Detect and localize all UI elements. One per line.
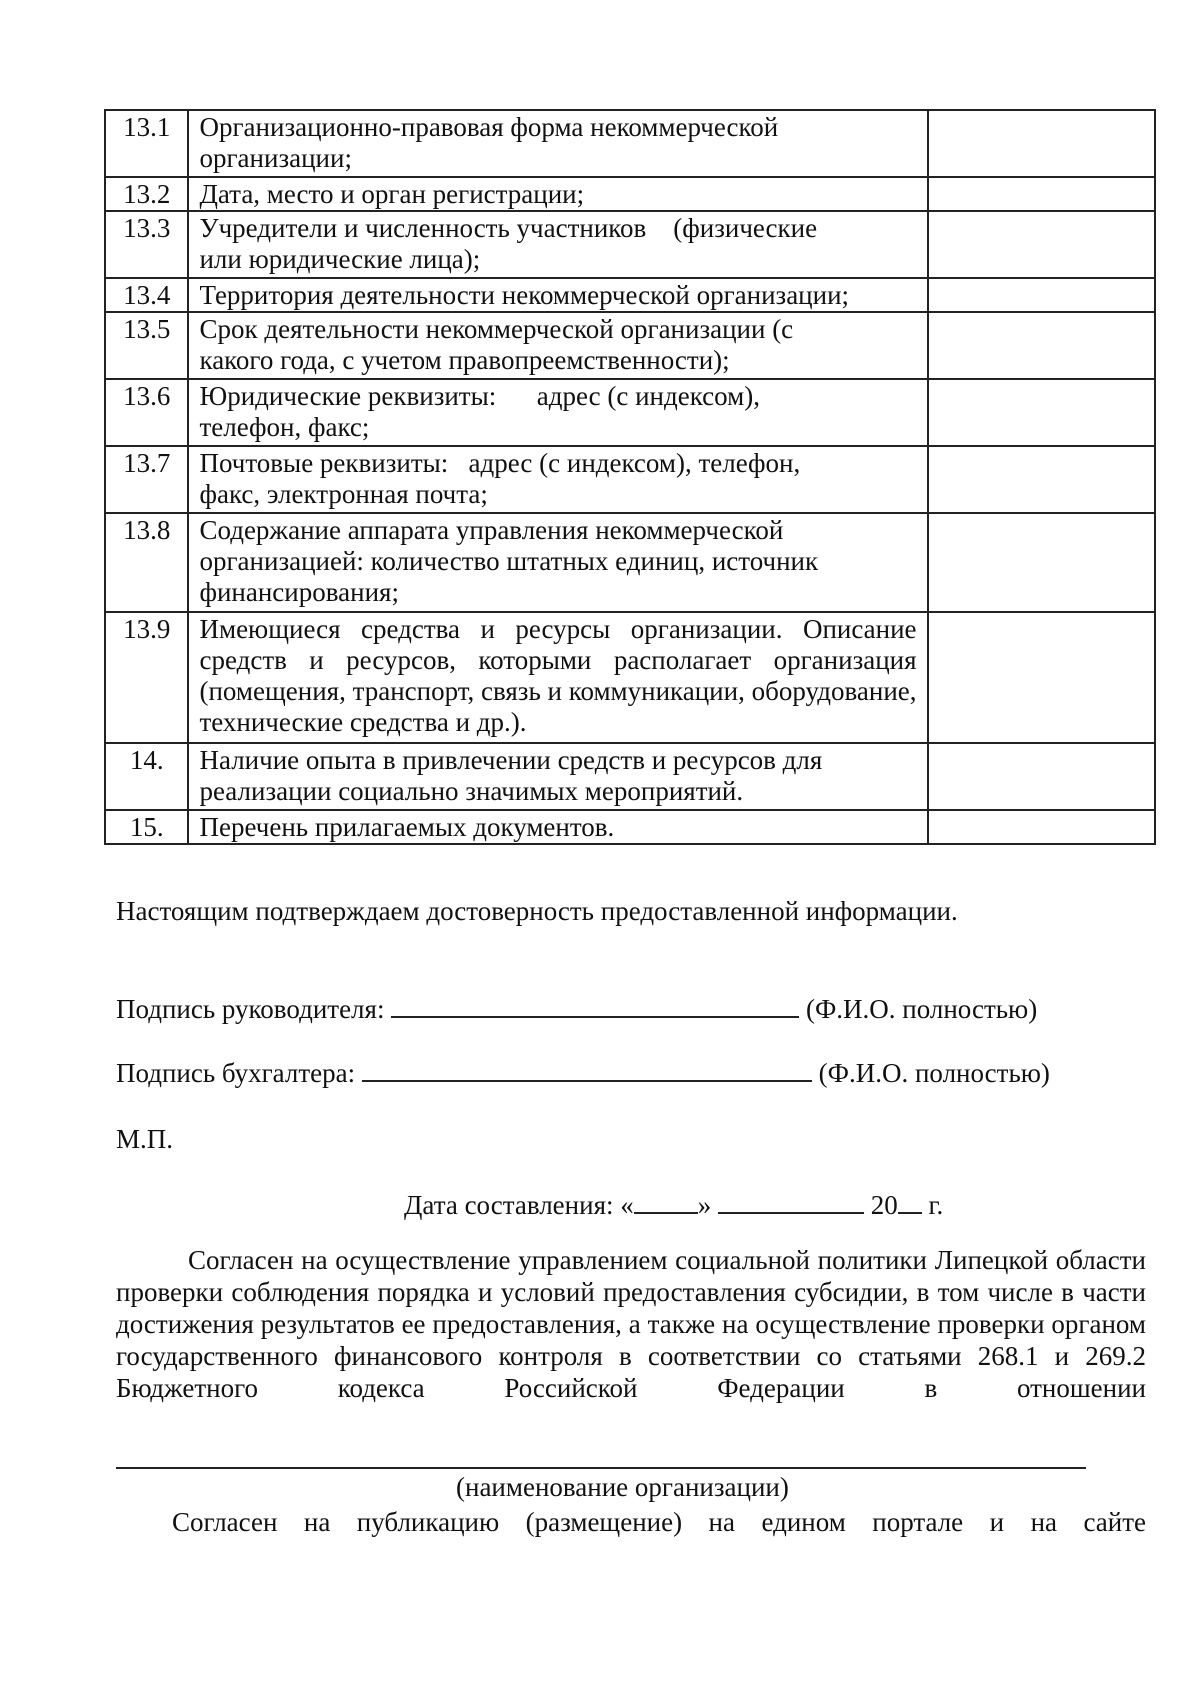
table-row (105, 312, 1155, 379)
table-row (105, 513, 1155, 612)
row-answer-cell[interactable] (928, 743, 1155, 810)
row-answer-cell[interactable] (928, 177, 1155, 211)
date-line (404, 1186, 943, 1221)
description-line: реализации социально значимых мероприятий. (199, 776, 744, 806)
row-number: 14. (105, 743, 188, 810)
table-row (105, 177, 1155, 211)
description-line: Почтовые реквизиты: адрес (с индексом), телефон, (199, 448, 801, 478)
description-line: Срок деятельности некоммерческой организации (с (199, 314, 794, 344)
description-line: или юридические лица); (199, 244, 481, 274)
description-line: Наличие опыта в привлечении средств и ресурсов для (199, 745, 823, 775)
row-description (188, 446, 927, 513)
row-answer-cell[interactable] (928, 513, 1155, 612)
row-number: 13.3 (105, 211, 188, 278)
row-answer-cell[interactable] (928, 379, 1155, 446)
row-number: 13.8 (105, 513, 188, 612)
date-label: Дата составления: « (404, 1190, 634, 1220)
application-table (104, 109, 1156, 845)
row-description (188, 743, 927, 810)
publication-text: Согласен на публикацию (размещение) на едином портале и на сайте (172, 1507, 1146, 1537)
accountant-signature-label: Подпись бухгалтера: (116, 1058, 356, 1088)
row-number: 13.6 (105, 379, 188, 446)
description-line: Перечень прилагаемых документов. (199, 812, 615, 842)
row-number: 13.5 (105, 312, 188, 379)
row-number: 13.9 (105, 612, 188, 743)
table-body (105, 110, 1155, 844)
row-answer-cell[interactable] (928, 446, 1155, 513)
row-answer-cell[interactable] (928, 211, 1155, 278)
row-number: 13.1 (105, 110, 188, 177)
row-description (188, 810, 927, 844)
description-line: Дата, место и орган регистрации; (199, 179, 585, 209)
consent-paragraph (116, 1244, 1146, 1404)
organization-name-blank[interactable] (116, 1467, 1086, 1469)
date-year-prefix: 20 (870, 1190, 898, 1220)
description-line: Юридические реквизиты: адрес (с индексом), (199, 381, 760, 411)
row-number: 13.2 (105, 177, 188, 211)
table-row (105, 810, 1155, 844)
row-description (188, 513, 927, 612)
date-year-blank[interactable] (898, 1186, 922, 1214)
description-text: Имеющиеся средства и ресурсы организации. Описание средств и ресурсов, которыми располагает организация (помещения, транспорт, связь и коммуникации, оборудование, технические средства и др.). (199, 614, 917, 737)
confirmation-statement: Настоящим подтверждаем достоверность предоставленной информации. (116, 896, 958, 926)
accountant-signature-blank[interactable] (362, 1054, 812, 1082)
row-answer-cell[interactable] (928, 810, 1155, 844)
description-line: факс, электронная почта; (199, 479, 488, 509)
head-signature-label: Подпись руководителя: (116, 994, 385, 1024)
description-line: организацией: количество штатных единиц, источник (199, 546, 819, 576)
row-description (188, 278, 927, 312)
consent-text: Согласен на осуществление управлением социальной политики Липецкой области проверки соблюдения порядка и условий предоставления субсидии, в том числе в части достижения результатов ее предоставления, а также на осуществление проверки органом государственного финансового контроля в соответствии со статьями 268.1 и 269.2 Бюджетного кодекса Российской Федерации в отношении (116, 1245, 1146, 1403)
row-answer-cell[interactable] (928, 278, 1155, 312)
description-line: Учредители и численность участников (физические (199, 213, 818, 243)
row-number: 15. (105, 810, 188, 844)
organization-name-caption: (наименование организации) (456, 1472, 789, 1502)
head-signature-blank[interactable] (391, 990, 799, 1018)
row-answer-cell[interactable] (928, 312, 1155, 379)
publication-consent (116, 1506, 1146, 1538)
accountant-signature-suffix: (Ф.И.О. полностью) (818, 1058, 1050, 1088)
row-number: 13.4 (105, 278, 188, 312)
table-row (105, 211, 1155, 278)
table-row (105, 743, 1155, 810)
row-description (188, 379, 927, 446)
date-close-quote: » (697, 1190, 712, 1220)
table-row (105, 379, 1155, 446)
description-line: телефон, факс; (199, 412, 370, 442)
row-answer-cell[interactable] (928, 110, 1155, 177)
row-description (188, 612, 927, 743)
head-signature-line (116, 990, 1037, 1025)
table-row (105, 612, 1155, 743)
head-signature-suffix: (Ф.И.О. полностью) (805, 994, 1038, 1024)
description-line: Территория деятельности некоммерческой организации; (199, 280, 850, 310)
row-number: 13.7 (105, 446, 188, 513)
description-line: организации; (199, 143, 352, 173)
row-description (188, 312, 927, 379)
description-line: Организационно-правовая форма некоммерческой (199, 112, 779, 142)
table-row (105, 278, 1155, 312)
row-answer-cell[interactable] (928, 612, 1155, 743)
accountant-signature-line (116, 1054, 1050, 1089)
table-row (105, 446, 1155, 513)
stamp-place: М.П. (116, 1124, 174, 1154)
table-row (105, 110, 1155, 177)
row-description (188, 211, 927, 278)
row-description (188, 110, 927, 177)
description-line: Содержание аппарата управления некоммерческой (199, 515, 784, 545)
row-description (188, 177, 927, 211)
date-month-blank[interactable] (718, 1186, 864, 1214)
date-year-suffix: г. (928, 1190, 944, 1220)
description-line: какого года, с учетом правопреемственности); (199, 345, 730, 375)
description-line: финансирования; (199, 577, 399, 607)
date-day-blank[interactable] (634, 1186, 698, 1214)
